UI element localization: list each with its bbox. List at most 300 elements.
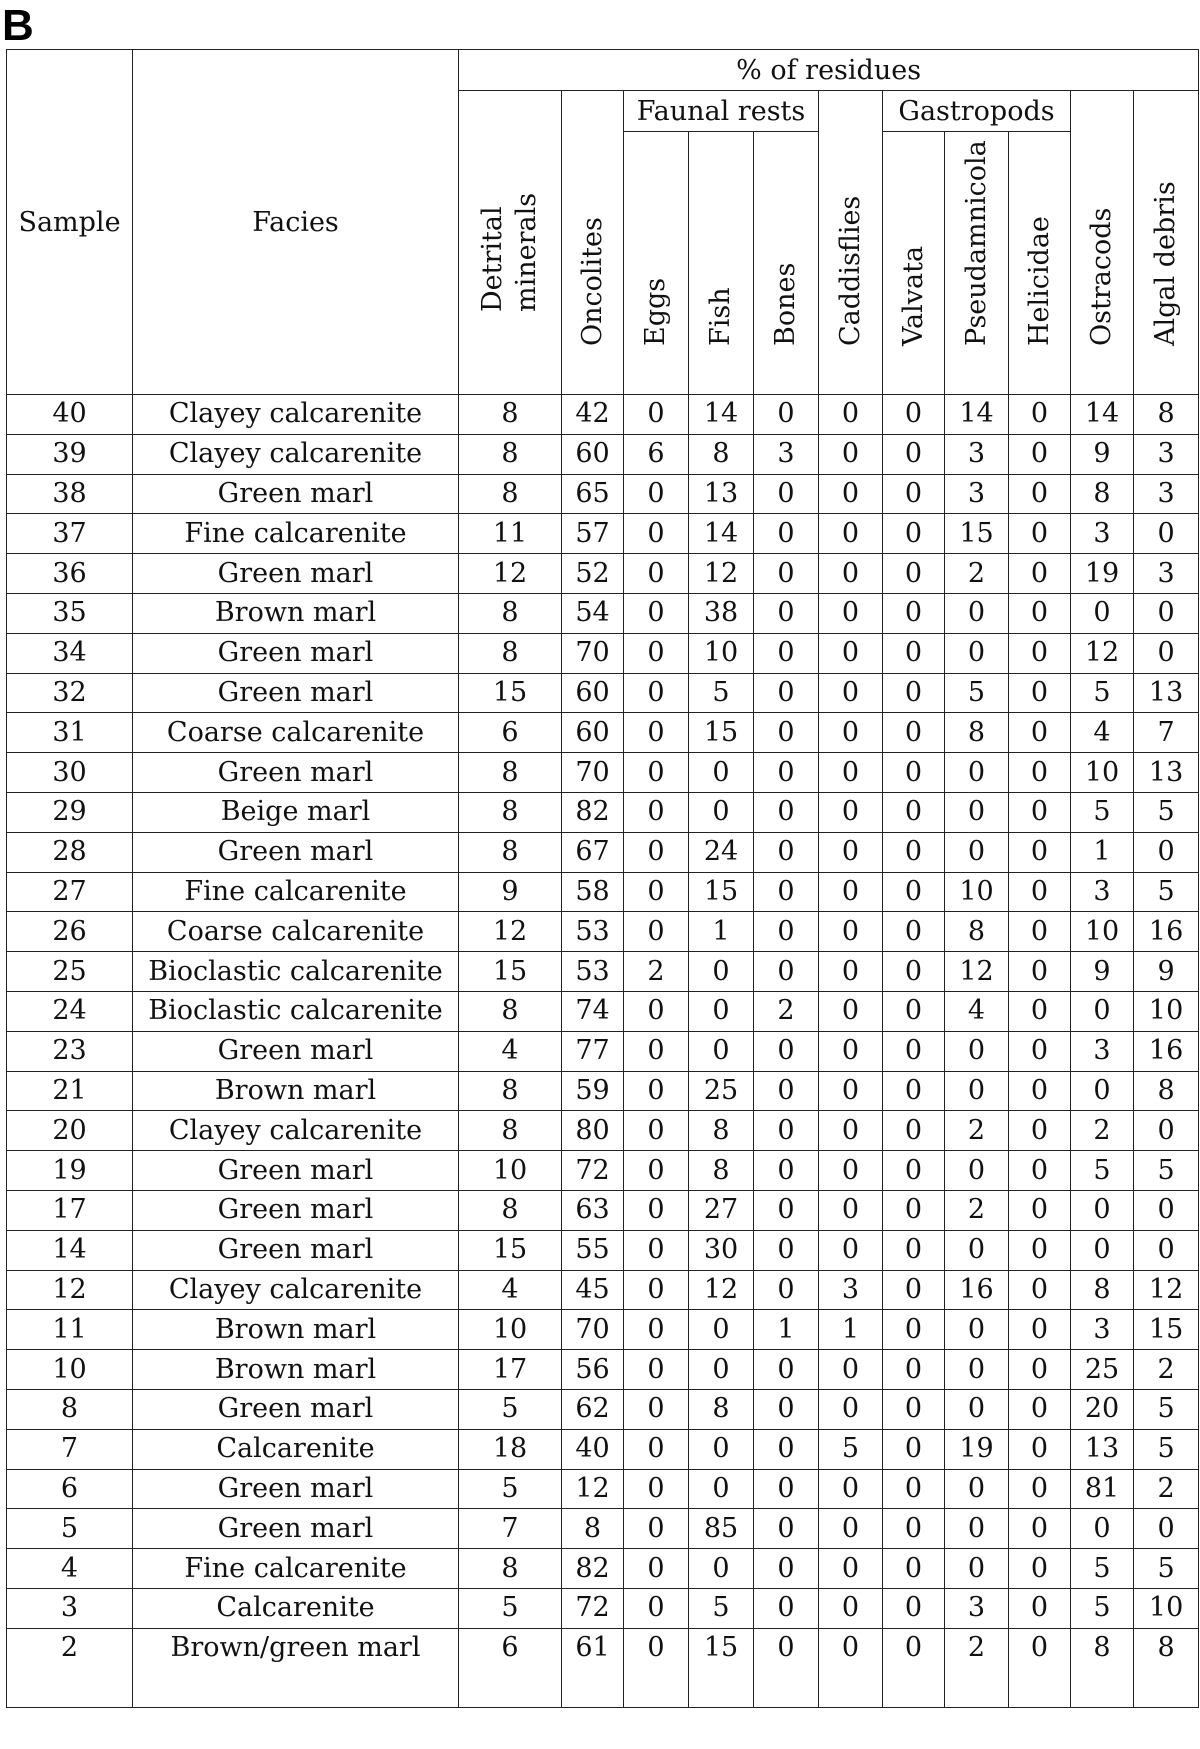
cell-valvata: 0 (883, 673, 945, 713)
cell-detrital-minerals: 5 (459, 1389, 562, 1429)
cell-oncolites: 8 (562, 1509, 624, 1549)
table-row (7, 1111, 1199, 1151)
cell-algal-debris: 0 (1134, 514, 1199, 554)
cell-valvata: 0 (883, 1429, 945, 1469)
cell-ostracods: 5 (1071, 792, 1134, 832)
cell-fish: 1 (689, 912, 754, 952)
cell-bones: 1 (754, 1310, 819, 1350)
cell-eggs: 0 (624, 713, 689, 753)
cell-helicidae: 0 (1009, 474, 1071, 514)
cell-eggs: 0 (624, 1628, 689, 1707)
cell-detrital-minerals: 8 (459, 633, 562, 673)
cell-eggs: 0 (624, 753, 689, 793)
cell-pseudamnicola: 3 (945, 474, 1009, 514)
cell-algal-debris: 8 (1134, 395, 1199, 435)
cell-algal-debris: 8 (1134, 1071, 1199, 1111)
cell-algal-debris: 5 (1134, 1429, 1199, 1469)
cell-detrital-minerals: 11 (459, 514, 562, 554)
cell-eggs: 2 (624, 952, 689, 992)
cell-ostracods: 8 (1071, 474, 1134, 514)
table-row (7, 514, 1199, 554)
cell-caddisflies: 0 (819, 1151, 883, 1191)
cell-valvata: 0 (883, 1071, 945, 1111)
cell-helicidae: 0 (1009, 1031, 1071, 1071)
cell-ostracods: 13 (1071, 1429, 1134, 1469)
cell-pseudamnicola: 0 (945, 1071, 1009, 1111)
cell-helicidae: 0 (1009, 872, 1071, 912)
cell-pseudamnicola: 19 (945, 1429, 1009, 1469)
cell-bones: 0 (754, 554, 819, 594)
cell-eggs: 0 (624, 514, 689, 554)
cell-helicidae: 0 (1009, 753, 1071, 793)
cell-algal-debris: 3 (1134, 554, 1199, 594)
cell-helicidae: 0 (1009, 912, 1071, 952)
cell-ostracods: 14 (1071, 395, 1134, 435)
cell-caddisflies: 0 (819, 1509, 883, 1549)
header-residues-group: % of residues (459, 50, 1199, 91)
table-row (7, 713, 1199, 753)
cell-helicidae: 0 (1009, 1230, 1071, 1270)
cell-facies: Green marl (133, 1190, 459, 1230)
cell-ostracods: 5 (1071, 1549, 1134, 1589)
table-row (7, 1469, 1199, 1509)
cell-caddisflies: 0 (819, 633, 883, 673)
table-row (7, 1270, 1199, 1310)
cell-bones: 0 (754, 952, 819, 992)
cell-facies: Clayey calcarenite (133, 1270, 459, 1310)
cell-pseudamnicola: 14 (945, 395, 1009, 435)
cell-fish: 24 (689, 832, 754, 872)
cell-algal-debris: 8 (1134, 1628, 1199, 1707)
cell-ostracods: 3 (1071, 514, 1134, 554)
cell-bones: 0 (754, 792, 819, 832)
cell-oncolites: 56 (562, 1350, 624, 1390)
cell-ostracods: 8 (1071, 1628, 1134, 1707)
cell-eggs: 0 (624, 872, 689, 912)
table-row (7, 1509, 1199, 1549)
cell-eggs: 0 (624, 912, 689, 952)
cell-eggs: 0 (624, 1588, 689, 1628)
cell-helicidae: 0 (1009, 1469, 1071, 1509)
cell-algal-debris: 13 (1134, 753, 1199, 793)
cell-caddisflies: 0 (819, 713, 883, 753)
cell-algal-debris: 3 (1134, 474, 1199, 514)
cell-pseudamnicola: 8 (945, 713, 1009, 753)
cell-helicidae: 0 (1009, 1389, 1071, 1429)
cell-detrital-minerals: 9 (459, 872, 562, 912)
cell-helicidae: 0 (1009, 1190, 1071, 1230)
cell-eggs: 0 (624, 991, 689, 1031)
cell-valvata: 0 (883, 1588, 945, 1628)
header-valvata: Valvata (883, 132, 945, 395)
cell-facies: Brown marl (133, 1310, 459, 1350)
cell-oncolites: 54 (562, 593, 624, 633)
cell-valvata: 0 (883, 1628, 945, 1707)
cell-valvata: 0 (883, 1469, 945, 1509)
cell-fish: 12 (689, 554, 754, 594)
cell-sample: 7 (7, 1429, 133, 1469)
cell-fish: 8 (689, 434, 754, 474)
table-row (7, 872, 1199, 912)
cell-ostracods: 5 (1071, 1588, 1134, 1628)
cell-valvata: 0 (883, 434, 945, 474)
cell-pseudamnicola: 0 (945, 832, 1009, 872)
cell-fish: 15 (689, 1628, 754, 1707)
header-ostracods: Ostracods (1071, 91, 1134, 395)
cell-caddisflies: 0 (819, 1549, 883, 1589)
cell-pseudamnicola: 5 (945, 673, 1009, 713)
cell-bones: 0 (754, 633, 819, 673)
cell-facies: Bioclastic calcarenite (133, 952, 459, 992)
header-helicidae: Helicidae (1009, 132, 1071, 395)
cell-helicidae: 0 (1009, 1509, 1071, 1549)
cell-oncolites: 42 (562, 395, 624, 435)
cell-facies: Green marl (133, 1509, 459, 1549)
table-row (7, 1628, 1199, 1707)
cell-pseudamnicola: 0 (945, 1389, 1009, 1429)
header-facies: Facies (133, 50, 459, 395)
cell-eggs: 0 (624, 593, 689, 633)
cell-fish: 8 (689, 1151, 754, 1191)
cell-fish: 0 (689, 1350, 754, 1390)
cell-algal-debris: 5 (1134, 1389, 1199, 1429)
cell-facies: Coarse calcarenite (133, 713, 459, 753)
cell-algal-debris: 0 (1134, 593, 1199, 633)
cell-facies: Green marl (133, 1389, 459, 1429)
table-row (7, 1230, 1199, 1270)
cell-algal-debris: 2 (1134, 1350, 1199, 1390)
cell-helicidae: 0 (1009, 1429, 1071, 1469)
cell-valvata: 0 (883, 1031, 945, 1071)
cell-oncolites: 57 (562, 514, 624, 554)
cell-pseudamnicola: 0 (945, 1230, 1009, 1270)
cell-helicidae: 0 (1009, 1310, 1071, 1350)
cell-fish: 0 (689, 1310, 754, 1350)
cell-oncolites: 58 (562, 872, 624, 912)
cell-ostracods: 2 (1071, 1111, 1134, 1151)
cell-fish: 5 (689, 673, 754, 713)
cell-facies: Brown/green marl (133, 1628, 459, 1707)
cell-detrital-minerals: 8 (459, 753, 562, 793)
cell-caddisflies: 0 (819, 1111, 883, 1151)
cell-fish: 5 (689, 1588, 754, 1628)
table-row (7, 1190, 1199, 1230)
cell-detrital-minerals: 8 (459, 1111, 562, 1151)
cell-pseudamnicola: 0 (945, 593, 1009, 633)
cell-oncolites: 82 (562, 792, 624, 832)
cell-sample: 20 (7, 1111, 133, 1151)
cell-eggs: 0 (624, 554, 689, 594)
table-row (7, 673, 1199, 713)
cell-fish: 0 (689, 991, 754, 1031)
cell-helicidae: 0 (1009, 991, 1071, 1031)
cell-facies: Green marl (133, 633, 459, 673)
cell-pseudamnicola: 3 (945, 1588, 1009, 1628)
cell-ostracods: 5 (1071, 1151, 1134, 1191)
cell-sample: 30 (7, 753, 133, 793)
cell-detrital-minerals: 8 (459, 593, 562, 633)
cell-eggs: 0 (624, 1429, 689, 1469)
cell-sample: 39 (7, 434, 133, 474)
cell-bones: 0 (754, 1071, 819, 1111)
cell-sample: 2 (7, 1628, 133, 1707)
cell-eggs: 0 (624, 673, 689, 713)
cell-detrital-minerals: 6 (459, 1628, 562, 1707)
cell-pseudamnicola: 0 (945, 1509, 1009, 1549)
table-row (7, 1588, 1199, 1628)
cell-oncolites: 77 (562, 1031, 624, 1071)
cell-eggs: 0 (624, 1230, 689, 1270)
cell-caddisflies: 0 (819, 832, 883, 872)
cell-helicidae: 0 (1009, 554, 1071, 594)
cell-ostracods: 10 (1071, 912, 1134, 952)
cell-detrital-minerals: 8 (459, 395, 562, 435)
cell-algal-debris: 16 (1134, 912, 1199, 952)
cell-fish: 8 (689, 1111, 754, 1151)
cell-facies: Green marl (133, 673, 459, 713)
cell-sample: 12 (7, 1270, 133, 1310)
cell-oncolites: 59 (562, 1071, 624, 1111)
cell-algal-debris: 0 (1134, 1509, 1199, 1549)
cell-facies: Bioclastic calcarenite (133, 991, 459, 1031)
cell-caddisflies: 0 (819, 1588, 883, 1628)
cell-facies: Calcarenite (133, 1588, 459, 1628)
cell-bones: 0 (754, 593, 819, 633)
cell-fish: 15 (689, 872, 754, 912)
table-row (7, 1031, 1199, 1071)
table-row (7, 554, 1199, 594)
cell-pseudamnicola: 0 (945, 1031, 1009, 1071)
header-oncolites: Oncolites (562, 91, 624, 395)
cell-sample: 4 (7, 1549, 133, 1589)
cell-helicidae: 0 (1009, 593, 1071, 633)
cell-facies: Green marl (133, 832, 459, 872)
cell-fish: 0 (689, 952, 754, 992)
cell-facies: Brown marl (133, 1350, 459, 1390)
cell-bones: 0 (754, 872, 819, 912)
cell-bones: 0 (754, 1509, 819, 1549)
cell-algal-debris: 3 (1134, 434, 1199, 474)
cell-bones: 0 (754, 1230, 819, 1270)
cell-caddisflies: 0 (819, 1071, 883, 1111)
cell-sample: 3 (7, 1588, 133, 1628)
cell-detrital-minerals: 17 (459, 1350, 562, 1390)
cell-facies: Green marl (133, 753, 459, 793)
cell-sample: 14 (7, 1230, 133, 1270)
cell-ostracods: 0 (1071, 1071, 1134, 1111)
cell-algal-debris: 5 (1134, 1151, 1199, 1191)
cell-detrital-minerals: 8 (459, 1549, 562, 1589)
cell-oncolites: 40 (562, 1429, 624, 1469)
cell-algal-debris: 5 (1134, 872, 1199, 912)
cell-detrital-minerals: 10 (459, 1310, 562, 1350)
cell-sample: 27 (7, 872, 133, 912)
table-row (7, 832, 1199, 872)
cell-algal-debris: 7 (1134, 713, 1199, 753)
cell-bones: 0 (754, 1270, 819, 1310)
cell-facies: Brown marl (133, 593, 459, 633)
cell-oncolites: 65 (562, 474, 624, 514)
cell-facies: Green marl (133, 1151, 459, 1191)
cell-detrital-minerals: 10 (459, 1151, 562, 1191)
cell-eggs: 0 (624, 1111, 689, 1151)
header-sample: Sample (7, 50, 133, 395)
cell-fish: 27 (689, 1190, 754, 1230)
cell-sample: 32 (7, 673, 133, 713)
cell-valvata: 0 (883, 912, 945, 952)
cell-valvata: 0 (883, 395, 945, 435)
cell-valvata: 0 (883, 514, 945, 554)
cell-bones: 0 (754, 673, 819, 713)
header-algal-debris: Algal debris (1134, 91, 1199, 395)
cell-pseudamnicola: 0 (945, 1350, 1009, 1390)
cell-caddisflies: 0 (819, 1389, 883, 1429)
cell-bones: 0 (754, 474, 819, 514)
cell-detrital-minerals: 15 (459, 673, 562, 713)
cell-fish: 0 (689, 753, 754, 793)
cell-facies: Clayey calcarenite (133, 1111, 459, 1151)
cell-valvata: 0 (883, 554, 945, 594)
cell-sample: 17 (7, 1190, 133, 1230)
cell-caddisflies: 0 (819, 554, 883, 594)
cell-sample: 23 (7, 1031, 133, 1071)
header-eggs: Eggs (624, 132, 689, 395)
cell-valvata: 0 (883, 832, 945, 872)
cell-eggs: 0 (624, 1270, 689, 1310)
table-row (7, 991, 1199, 1031)
cell-bones: 0 (754, 1350, 819, 1390)
cell-oncolites: 55 (562, 1230, 624, 1270)
cell-ostracods: 1 (1071, 832, 1134, 872)
cell-detrital-minerals: 4 (459, 1270, 562, 1310)
cell-pseudamnicola: 0 (945, 633, 1009, 673)
cell-facies: Clayey calcarenite (133, 434, 459, 474)
cell-eggs: 0 (624, 1151, 689, 1191)
cell-ostracods: 81 (1071, 1469, 1134, 1509)
cell-fish: 13 (689, 474, 754, 514)
cell-caddisflies: 0 (819, 872, 883, 912)
cell-detrital-minerals: 8 (459, 434, 562, 474)
cell-ostracods: 4 (1071, 713, 1134, 753)
cell-oncolites: 60 (562, 673, 624, 713)
cell-algal-debris: 10 (1134, 991, 1199, 1031)
cell-ostracods: 9 (1071, 434, 1134, 474)
cell-detrital-minerals: 6 (459, 713, 562, 753)
table-row (7, 753, 1199, 793)
table-row (7, 1310, 1199, 1350)
cell-caddisflies: 0 (819, 1230, 883, 1270)
cell-detrital-minerals: 5 (459, 1588, 562, 1628)
panel-label: B (2, 1, 34, 50)
cell-oncolites: 53 (562, 912, 624, 952)
cell-caddisflies: 5 (819, 1429, 883, 1469)
cell-sample: 36 (7, 554, 133, 594)
cell-algal-debris: 13 (1134, 673, 1199, 713)
cell-eggs: 0 (624, 1190, 689, 1230)
cell-facies: Fine calcarenite (133, 872, 459, 912)
cell-sample: 29 (7, 792, 133, 832)
cell-pseudamnicola: 15 (945, 514, 1009, 554)
cell-facies: Green marl (133, 1230, 459, 1270)
cell-valvata: 0 (883, 713, 945, 753)
cell-oncolites: 67 (562, 832, 624, 872)
cell-caddisflies: 0 (819, 912, 883, 952)
cell-helicidae: 0 (1009, 1071, 1071, 1111)
cell-oncolites: 61 (562, 1628, 624, 1707)
cell-oncolites: 60 (562, 713, 624, 753)
cell-sample: 38 (7, 474, 133, 514)
cell-detrital-minerals: 8 (459, 1071, 562, 1111)
cell-detrital-minerals: 8 (459, 991, 562, 1031)
table-row (7, 395, 1199, 435)
cell-helicidae: 0 (1009, 1549, 1071, 1589)
cell-pseudamnicola: 0 (945, 1549, 1009, 1589)
cell-bones: 0 (754, 1549, 819, 1589)
cell-algal-debris: 12 (1134, 1270, 1199, 1310)
cell-facies: Brown marl (133, 1071, 459, 1111)
cell-valvata: 0 (883, 1509, 945, 1549)
cell-valvata: 0 (883, 633, 945, 673)
cell-facies: Calcarenite (133, 1429, 459, 1469)
cell-caddisflies: 0 (819, 1469, 883, 1509)
cell-bones: 0 (754, 753, 819, 793)
cell-facies: Fine calcarenite (133, 1549, 459, 1589)
cell-fish: 10 (689, 633, 754, 673)
cell-bones: 0 (754, 395, 819, 435)
cell-detrital-minerals: 8 (459, 474, 562, 514)
cell-caddisflies: 0 (819, 514, 883, 554)
cell-detrital-minerals: 8 (459, 832, 562, 872)
cell-oncolites: 63 (562, 1190, 624, 1230)
cell-algal-debris: 2 (1134, 1469, 1199, 1509)
table-row (7, 474, 1199, 514)
cell-oncolites: 12 (562, 1469, 624, 1509)
cell-helicidae: 0 (1009, 395, 1071, 435)
cell-ostracods: 10 (1071, 753, 1134, 793)
cell-detrital-minerals: 8 (459, 792, 562, 832)
cell-sample: 40 (7, 395, 133, 435)
cell-facies: Green marl (133, 554, 459, 594)
cell-ostracods: 25 (1071, 1350, 1134, 1390)
cell-detrital-minerals: 18 (459, 1429, 562, 1469)
cell-detrital-minerals: 7 (459, 1509, 562, 1549)
cell-sample: 10 (7, 1350, 133, 1390)
cell-bones: 0 (754, 1588, 819, 1628)
cell-ostracods: 20 (1071, 1389, 1134, 1429)
cell-sample: 19 (7, 1151, 133, 1191)
cell-algal-debris: 5 (1134, 1549, 1199, 1589)
table-row (7, 593, 1199, 633)
cell-fish: 0 (689, 792, 754, 832)
cell-eggs: 0 (624, 395, 689, 435)
cell-sample: 26 (7, 912, 133, 952)
cell-facies: Coarse calcarenite (133, 912, 459, 952)
cell-valvata: 0 (883, 753, 945, 793)
cell-oncolites: 72 (562, 1151, 624, 1191)
cell-detrital-minerals: 15 (459, 952, 562, 992)
table-row (7, 1549, 1199, 1589)
table-row (7, 1350, 1199, 1390)
cell-bones: 0 (754, 1111, 819, 1151)
cell-helicidae: 0 (1009, 1588, 1071, 1628)
cell-ostracods: 8 (1071, 1270, 1134, 1310)
cell-bones: 0 (754, 1628, 819, 1707)
cell-pseudamnicola: 2 (945, 1628, 1009, 1707)
cell-eggs: 0 (624, 1310, 689, 1350)
table-row (7, 912, 1199, 952)
cell-eggs: 0 (624, 474, 689, 514)
cell-caddisflies: 1 (819, 1310, 883, 1350)
